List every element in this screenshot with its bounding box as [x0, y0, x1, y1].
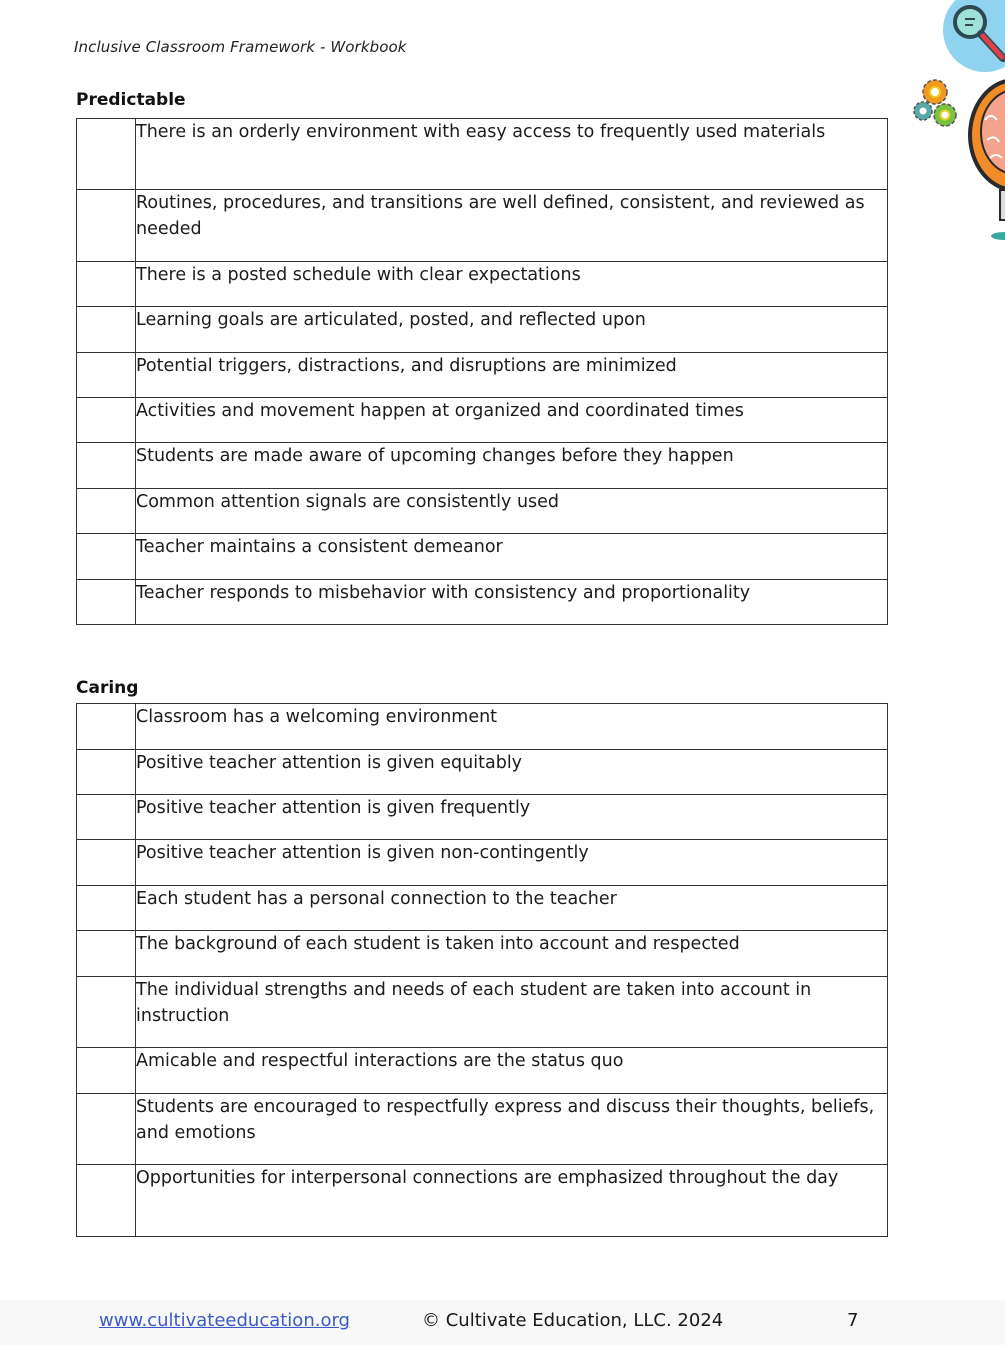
check-cell[interactable] — [77, 795, 136, 840]
table-row — [77, 190, 888, 262]
item-text: There is an orderly environment with easy access to frequently used materials — [136, 119, 888, 190]
check-cell[interactable] — [77, 1165, 136, 1237]
table-row — [77, 489, 888, 534]
check-cell[interactable] — [77, 1048, 136, 1094]
check-cell[interactable] — [77, 580, 136, 625]
gears-icon — [914, 80, 956, 126]
check-cell[interactable] — [77, 262, 136, 307]
table-row — [77, 119, 888, 190]
item-text: Opportunities for interpersonal connections are emphasized throughout the day — [136, 1165, 888, 1237]
item-text: Potential triggers, distractions, and disruptions are minimized — [136, 353, 888, 398]
website-link[interactable]: www.cultivateeducation.org — [99, 1310, 350, 1331]
item-text: Each student has a personal connection to the teacher — [136, 886, 888, 931]
page-footer — [0, 1300, 1005, 1345]
check-cell[interactable] — [77, 353, 136, 398]
table-row — [77, 750, 888, 795]
check-cell[interactable] — [77, 398, 136, 443]
caring-checklist-table — [76, 703, 888, 1237]
item-text: There is a posted schedule with clear expectations — [136, 262, 888, 307]
item-text: Students are made aware of upcoming changes before they happen — [136, 443, 888, 489]
document-header-title: Inclusive Classroom Framework - Workbook — [74, 38, 407, 56]
table-row — [77, 840, 888, 886]
predictable-checklist-table — [76, 118, 888, 625]
table-row — [77, 398, 888, 443]
decorative-illustration — [885, 0, 1005, 245]
page-number: 7 — [847, 1310, 859, 1331]
item-text: Positive teacher attention is given equitably — [136, 750, 888, 795]
check-cell[interactable] — [77, 931, 136, 977]
section-title-predictable: Predictable — [76, 90, 186, 110]
table-row — [77, 795, 888, 840]
magnifying-glass-icon — [943, 0, 1005, 72]
item-text: Amicable and respectful interactions are the status quo — [136, 1048, 888, 1094]
table-row — [77, 580, 888, 625]
table-row — [77, 1165, 888, 1237]
check-cell[interactable] — [77, 977, 136, 1048]
check-cell[interactable] — [77, 1094, 136, 1165]
table-row — [77, 886, 888, 931]
table-row — [77, 353, 888, 398]
item-text: Positive teacher attention is given non-contingently — [136, 840, 888, 886]
check-cell[interactable] — [77, 886, 136, 931]
table-row — [77, 931, 888, 977]
table-row — [77, 704, 888, 750]
item-text: Learning goals are articulated, posted, and reflected upon — [136, 307, 888, 353]
check-cell[interactable] — [77, 840, 136, 886]
item-text: The background of each student is taken into account and respected — [136, 931, 888, 977]
table-row — [77, 307, 888, 353]
item-text: The individual strengths and needs of each student are taken into account in instruction — [136, 977, 888, 1048]
item-text: Teacher responds to misbehavior with consistency and proportionality — [136, 580, 888, 625]
check-cell[interactable] — [77, 119, 136, 190]
item-text: Teacher maintains a consistent demeanor — [136, 534, 888, 580]
check-cell[interactable] — [77, 307, 136, 353]
item-text: Positive teacher attention is given frequently — [136, 795, 888, 840]
section-title-caring: Caring — [76, 678, 139, 698]
item-text: Common attention signals are consistently used — [136, 489, 888, 534]
item-text: Classroom has a welcoming environment — [136, 704, 888, 750]
check-cell[interactable] — [77, 489, 136, 534]
table-row — [77, 262, 888, 307]
illustration-svg — [885, 0, 1005, 245]
table-row — [77, 443, 888, 489]
table-row — [77, 977, 888, 1048]
table-row — [77, 1048, 888, 1094]
check-cell[interactable] — [77, 190, 136, 262]
item-text: Routines, procedures, and transitions are well defined, consistent, and reviewed as needed — [136, 190, 888, 262]
table-row — [77, 534, 888, 580]
item-text: Students are encouraged to respectfully express and discuss their thoughts, beliefs, and emotions — [136, 1094, 888, 1165]
check-cell[interactable] — [77, 704, 136, 750]
table-row — [77, 1094, 888, 1165]
copyright-text: © Cultivate Education, LLC. 2024 — [422, 1310, 724, 1331]
item-text: Activities and movement happen at organized and coordinated times — [136, 398, 888, 443]
check-cell[interactable] — [77, 534, 136, 580]
check-cell[interactable] — [77, 443, 136, 489]
check-cell[interactable] — [77, 750, 136, 795]
brain-lightbulb-icon — [970, 80, 1005, 240]
